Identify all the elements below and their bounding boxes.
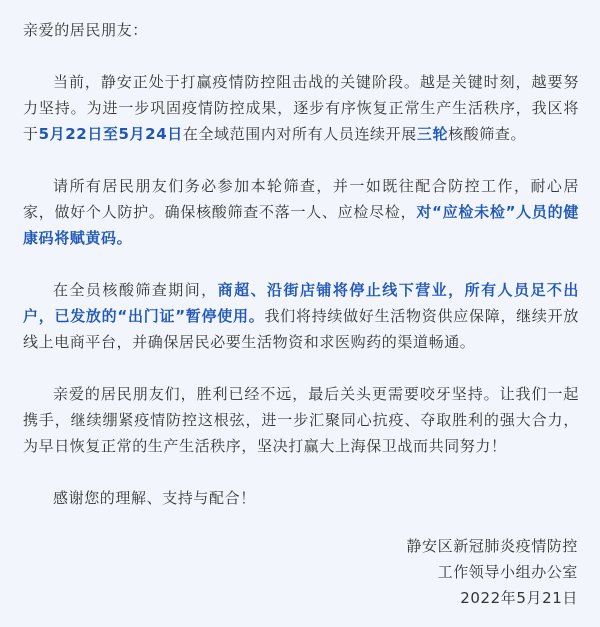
paragraph-1-rounds: 三轮 [416,125,449,143]
signature-org-line-1: 静安区新冠肺炎疫情防控 [406,537,578,555]
paragraph-5-text: 感谢您的理解、支持与配合！ [53,489,256,507]
paragraph-1-text-b: 在全域范围内对所有人员连续开展 [182,125,417,143]
signature-org-line-2: 工作领导小组办公室 [437,563,578,581]
paragraph-2 [23,173,579,251]
signature-date: 2022年5月21日 [460,589,578,607]
paragraph-1 [23,69,579,147]
paragraph-5 [23,485,579,511]
paragraph-4-text: 亲爱的居民朋友们，胜利已经不远，最后关头更需要咬牙坚持。让我们一起携手，继续绷紧疫情防控这根弦，进一步汇聚同心抗疫、夺取胜利的强大合力，为早日恢复正常的生产生活秩序，坚决打赢大上海保卫战而共同努力！ [23,385,579,455]
paragraph-1-date-range: 5月22日至5月24日 [38,125,183,143]
paragraph-4 [23,381,579,459]
paragraph-3-text-a: 在全员核酸筛查期间， [53,281,218,299]
paragraph-3 [23,277,579,355]
paragraph-2-yellow-code-notice: 对“应检未检”人员的健康码将赋黄码。 [23,203,579,247]
greeting: 亲爱的居民朋友： [23,21,148,39]
paragraph-2-text-a: 请所有居民朋友们务必参加本轮筛查，并一如既往配合防控工作，耐心居家，做好个人防护。确保核酸筛查不落一人、应检尽检， [23,177,579,221]
paragraph-1-text-a: 当前，静安正处于打赢疫情防控阻击战的关键阶段。越是关键时刻，越要努力坚持。为进一步巩固疫情防控成果，逐步有序恢复正常生产生活秩序，我区将于 [23,73,579,143]
signature-block [406,533,578,611]
paragraph-3-closure-notice: 商超、沿街店铺将停止线下营业，所有人员足不出户，已发放的“出门证”暂停使用。 [23,281,579,325]
paragraph-3-text-b: 我们将持续做好生活物资供应保障，继续开放线上电商平台，并确保居民必要生活物资和求医购药的渠道畅通。 [23,307,579,351]
notice-body [23,17,579,511]
paragraph-1-text-c: 核酸筛查。 [448,125,527,143]
